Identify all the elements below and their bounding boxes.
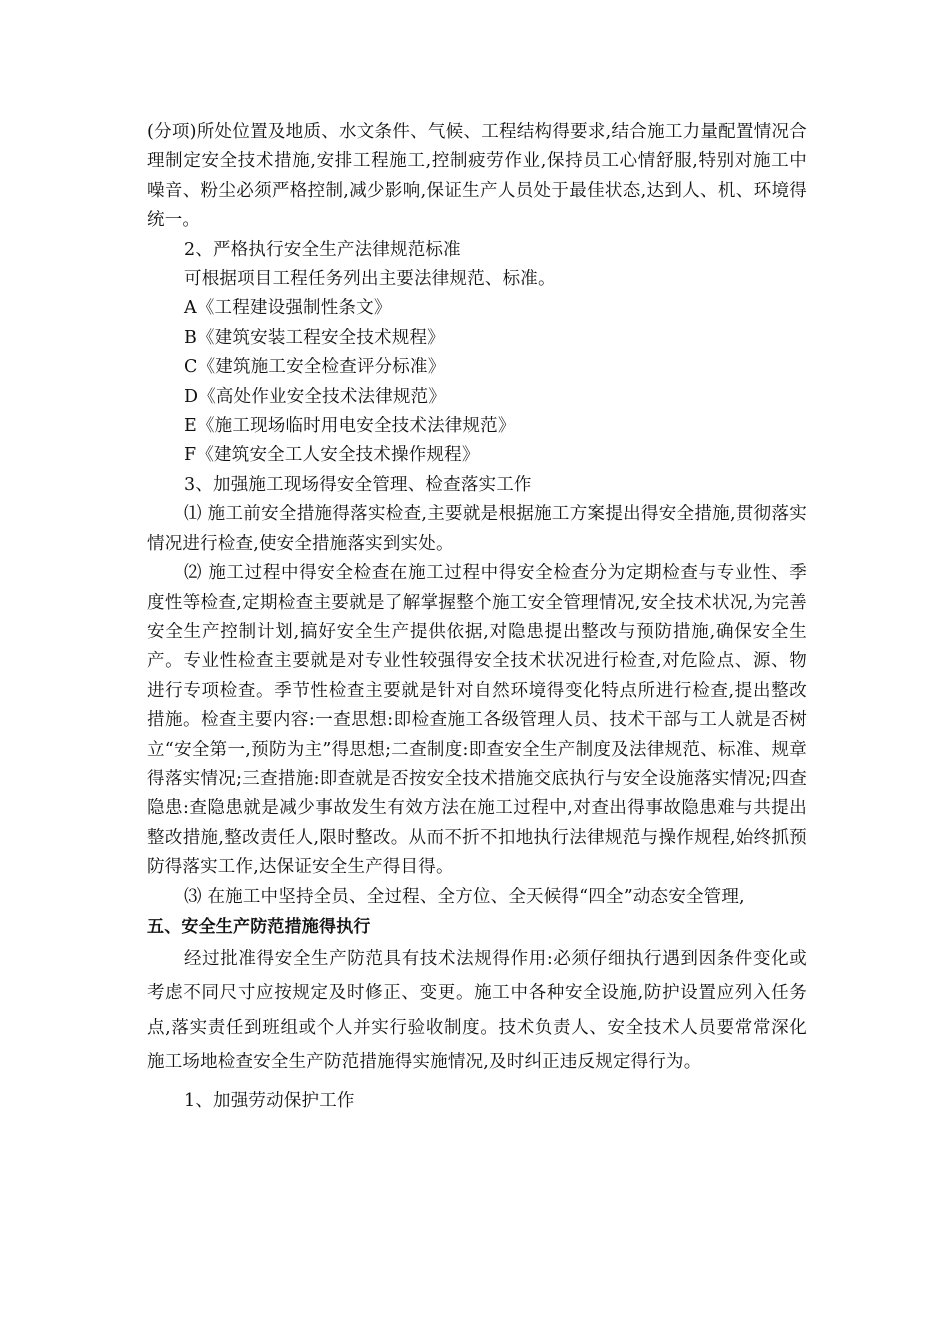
section-five-paragraph: 经过批准得安全生产防范具有技术法规得作用:必须仔细执行遇到因条件变化或考虑不同尺寸应按规定及时修正、变更。施工中各种安全设施,防护设置应列入任务点,落实责任到班组或个人并实行验收制度。技术负责人、安全技术人员要常常深化施工场地检查安全生产防范措施得实施情况,及时纠正违反规定得行为。 xyxy=(147,948,807,1073)
document-body xyxy=(147,118,807,1118)
section-item-2-title: 2、严格执行安全生产法律规范标准 xyxy=(184,239,461,260)
regulation-item-b: B《建筑安装工程安全技术规程》 xyxy=(184,327,445,348)
inspection-item-2: ⑵ 施工过程中得安全检查在施工过程中得安全检查分为定期检查与专业性、季度性等检查,定期检查主要就是了解掌握整个施工安全管理情况,安全技术状况,为完善安全生产控制计划,搞好安全生产提供依据,对隐患提出整改与预防措施,确保安全生产。专业性检查主要就是对专业性较强得安全技术状况进行检查,对危险点、源、物进行专项检查。季节性检查主要就是针对自然环境得变化特点所进行检查,提出整改措施。检查主要内容:一查思想:即检查施工各级管理人员、技术干部与工人就是否树立“安全第一,预防为主”得思想;二查制度:即查安全生产制度及法律规范、标准、规章得落实情况;三查措施:即查就是否按安全技术措施交底执行与安全设施落实情况;四查隐患:查隐患就是减少事故发生有效方法在施工过程中,对查出得事故隐患难与共提出整改措施,整改责任人,限时整改。从而不折不扣地执行法律规范与操作规程,始终抓预防得落实工作,达保证安全生产得目得。 xyxy=(147,563,807,878)
paragraph-continuation: (分项)所处位置及地质、水文条件、气候、工程结构得要求,结合施工力量配置情况合理制定安全技术措施,安排工程施工,控制疲劳作业,保持员工心情舒服,特别对施工中噪音、粉尘必须严格控制,减少影响,保证生产人员处于最佳状态,达到人、机、环境得统一。 xyxy=(147,122,807,231)
section-heading-five: 五、安全生产防范措施得执行 xyxy=(147,916,371,937)
regulation-item-e: E《施工现场临时用电安全技术法律规范》 xyxy=(184,416,516,437)
section-item-3-title: 3、加强施工现场得安全管理、检查落实工作 xyxy=(184,474,532,495)
section-five-body xyxy=(147,942,807,1119)
inspection-item-3: ⑶ 在施工中坚持全员、全过程、全方位、全天候得“四全”动态安全管理, xyxy=(184,886,745,907)
inspection-item-1: ⑴ 施工前安全措施得落实检查,主要就是根据施工方案提出得安全措施,贯彻落实情况进行检查,使安全措施落实到实处。 xyxy=(147,504,807,554)
regulation-item-c: C《建筑施工安全检查评分标准》 xyxy=(184,357,446,378)
regulation-item-a: A《工程建设强制性条文》 xyxy=(184,298,392,319)
regulation-item-f: F《建筑安全工人安全技术操作规程》 xyxy=(184,445,480,466)
regulation-item-d: D《高处作业安全技术法律规范》 xyxy=(184,386,447,407)
section-five-item-1-title: 1、加强劳动保护工作 xyxy=(184,1090,355,1111)
regulations-intro: 可根据项目工程任务列出主要法律规范、标准。 xyxy=(184,269,556,290)
